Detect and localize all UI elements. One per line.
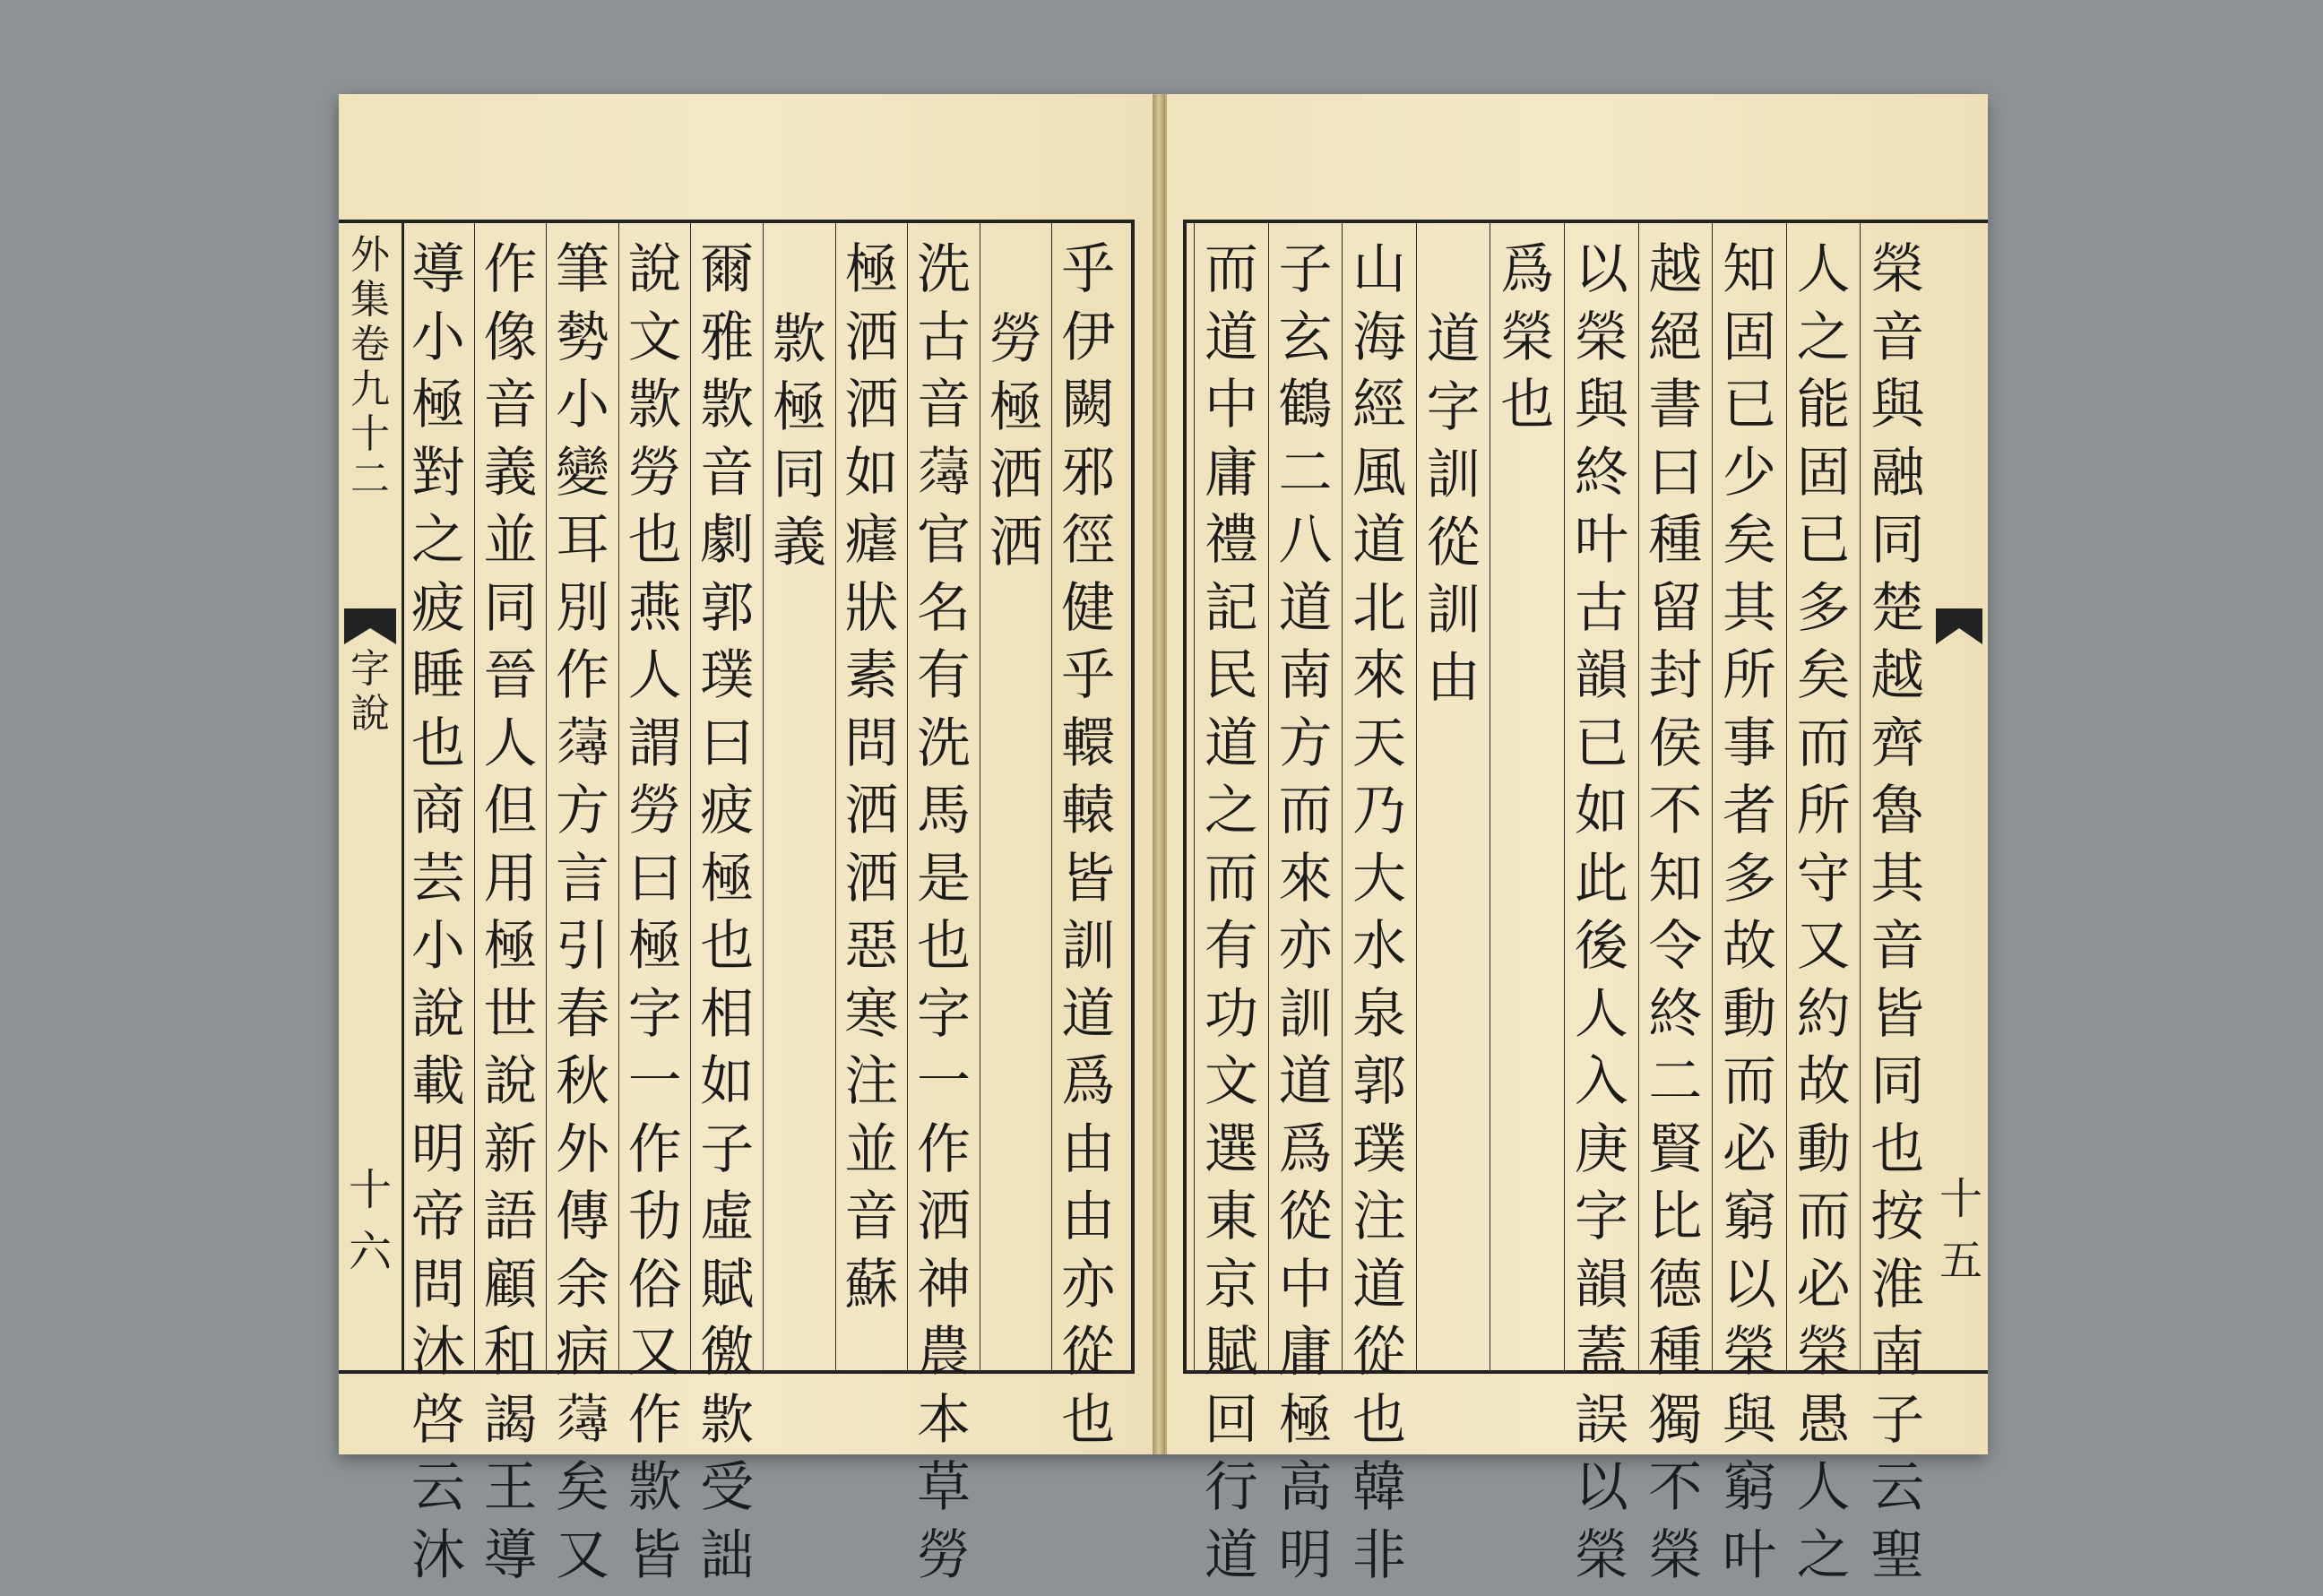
right-text-column [1638, 223, 1713, 1587]
left-text-column [546, 223, 618, 1587]
right-page-frame [1183, 220, 1988, 1587]
left-text-column [980, 223, 1052, 1370]
book-gutter [1153, 94, 1165, 1454]
right-text-column [1860, 223, 1934, 1587]
left-text-column [474, 223, 547, 1587]
left-text-column [763, 223, 835, 1370]
column-text: 極 洒 洒 如 瘧 狀 素 問 洒 洒 惡 寒 注 並 音 蘇 [844, 238, 899, 1316]
column-text: 乎 伊 闕 邪 徑 健 乎 轘 轅 皆 訓 道 爲 由 由 亦 從 也 [1061, 238, 1116, 1452]
left-text-column [618, 223, 691, 1587]
column-text: 爾 雅 㱁 音 劇 郭 璞 曰 疲 極 也 相 如 子 虛 賦 徼 㱁 受 詘 [700, 238, 755, 1587]
column-text: 作 像 音 義 並 同 晉 人 但 用 極 世 說 新 語 顧 和 謁 王 導 [483, 238, 538, 1587]
right-text-column [1786, 223, 1861, 1587]
column-text: 以 榮 與 終 叶 古 韻 已 如 此 後 人 入 庚 字 韻 蓋 誤 以 榮 [1574, 238, 1628, 1587]
left-page-frame [339, 220, 1135, 1587]
left-text-column [402, 223, 474, 1587]
right-page-margin [1934, 223, 1988, 1370]
column-text: 㱁 極 同 義 [772, 308, 826, 574]
left-text-column [690, 223, 763, 1587]
column-text: 越 絕 書 曰 種 留 封 侯 不 知 令 終 二 賢 比 德 種 獨 不 榮 [1648, 238, 1703, 1587]
column-text: 勞 極 洒 洒 [989, 308, 1043, 574]
page-number: 十 六 [348, 1165, 392, 1277]
page-number: 十 五 [1939, 1174, 1982, 1286]
right-text-column [1342, 223, 1416, 1587]
right-text-column [1416, 223, 1490, 1370]
column-text: 說 文 㱁 勞 也 燕 人 謂 勞 曰 極 字 一 作 㔓 俗 又 作 㱁 皆 [627, 238, 682, 1587]
column-text: 知 固 已 少 矣 其 所 事 者 多 故 動 而 必 窮 以 榮 與 窮 叶 [1723, 238, 1777, 1587]
fishtail-mark [1936, 608, 1982, 644]
column-text: 山 海 經 風 道 北 來 天 乃 大 水 泉 郭 璞 注 道 從 也 韓 非 [1352, 238, 1407, 1587]
column-text: 道 字 訓 從 訓 由 [1426, 308, 1481, 710]
column-text: 人 之 能 固 已 多 矣 而 所 守 又 約 故 動 而 必 榮 愚 人 之 [1796, 238, 1851, 1587]
column-text: 榮 音 與 融 同 楚 越 齊 魯 其 音 皆 同 也 按 淮 南 子 云 聖 [1870, 238, 1925, 1587]
right-text-columns [1194, 223, 1934, 1587]
left-page-margin [339, 223, 404, 1370]
column-text: 導 小 極 對 之 疲 睡 也 商 芸 小 說 載 明 帝 問 沐 啓 云 沐 [410, 238, 465, 1587]
fishtail-mark [344, 608, 396, 644]
column-text: 而 道 中 庸 禮 記 民 道 之 而 有 功 文 選 東 京 賦 回 行 道 [1204, 238, 1258, 1587]
right-text-column [1268, 223, 1343, 1587]
left-page [339, 94, 1154, 1587]
column-text: 洗 古 音 𧀷 官 名 有 洗 馬 是 也 字 一 作 洒 神 農 本 草 勞 [917, 238, 972, 1587]
column-text: 爲 榮 也 [1500, 238, 1555, 436]
right-text-column [1194, 223, 1268, 1587]
right-text-column [1564, 223, 1638, 1587]
column-text: 筆 勢 小 變 耳 別 作 𧀷 方 言 引 春 秋 外 傳 余 病 𧀷 矣 又 [556, 238, 610, 1587]
left-text-column [907, 223, 980, 1587]
left-text-column [835, 223, 908, 1370]
section-title: 字 說 [350, 646, 390, 737]
open-book [339, 94, 1986, 1587]
column-text: 子 玄 鶴 二 八 道 南 方 而 來 亦 訓 道 爲 從 中 庸 極 高 明 [1278, 238, 1333, 1587]
left-text-column [1051, 223, 1124, 1452]
left-text-columns [402, 223, 1124, 1587]
volume-title: 外 集 卷 九 十 二 [350, 232, 390, 502]
right-text-column [1712, 223, 1786, 1587]
right-page [1165, 94, 1988, 1587]
right-text-column [1490, 223, 1564, 1370]
